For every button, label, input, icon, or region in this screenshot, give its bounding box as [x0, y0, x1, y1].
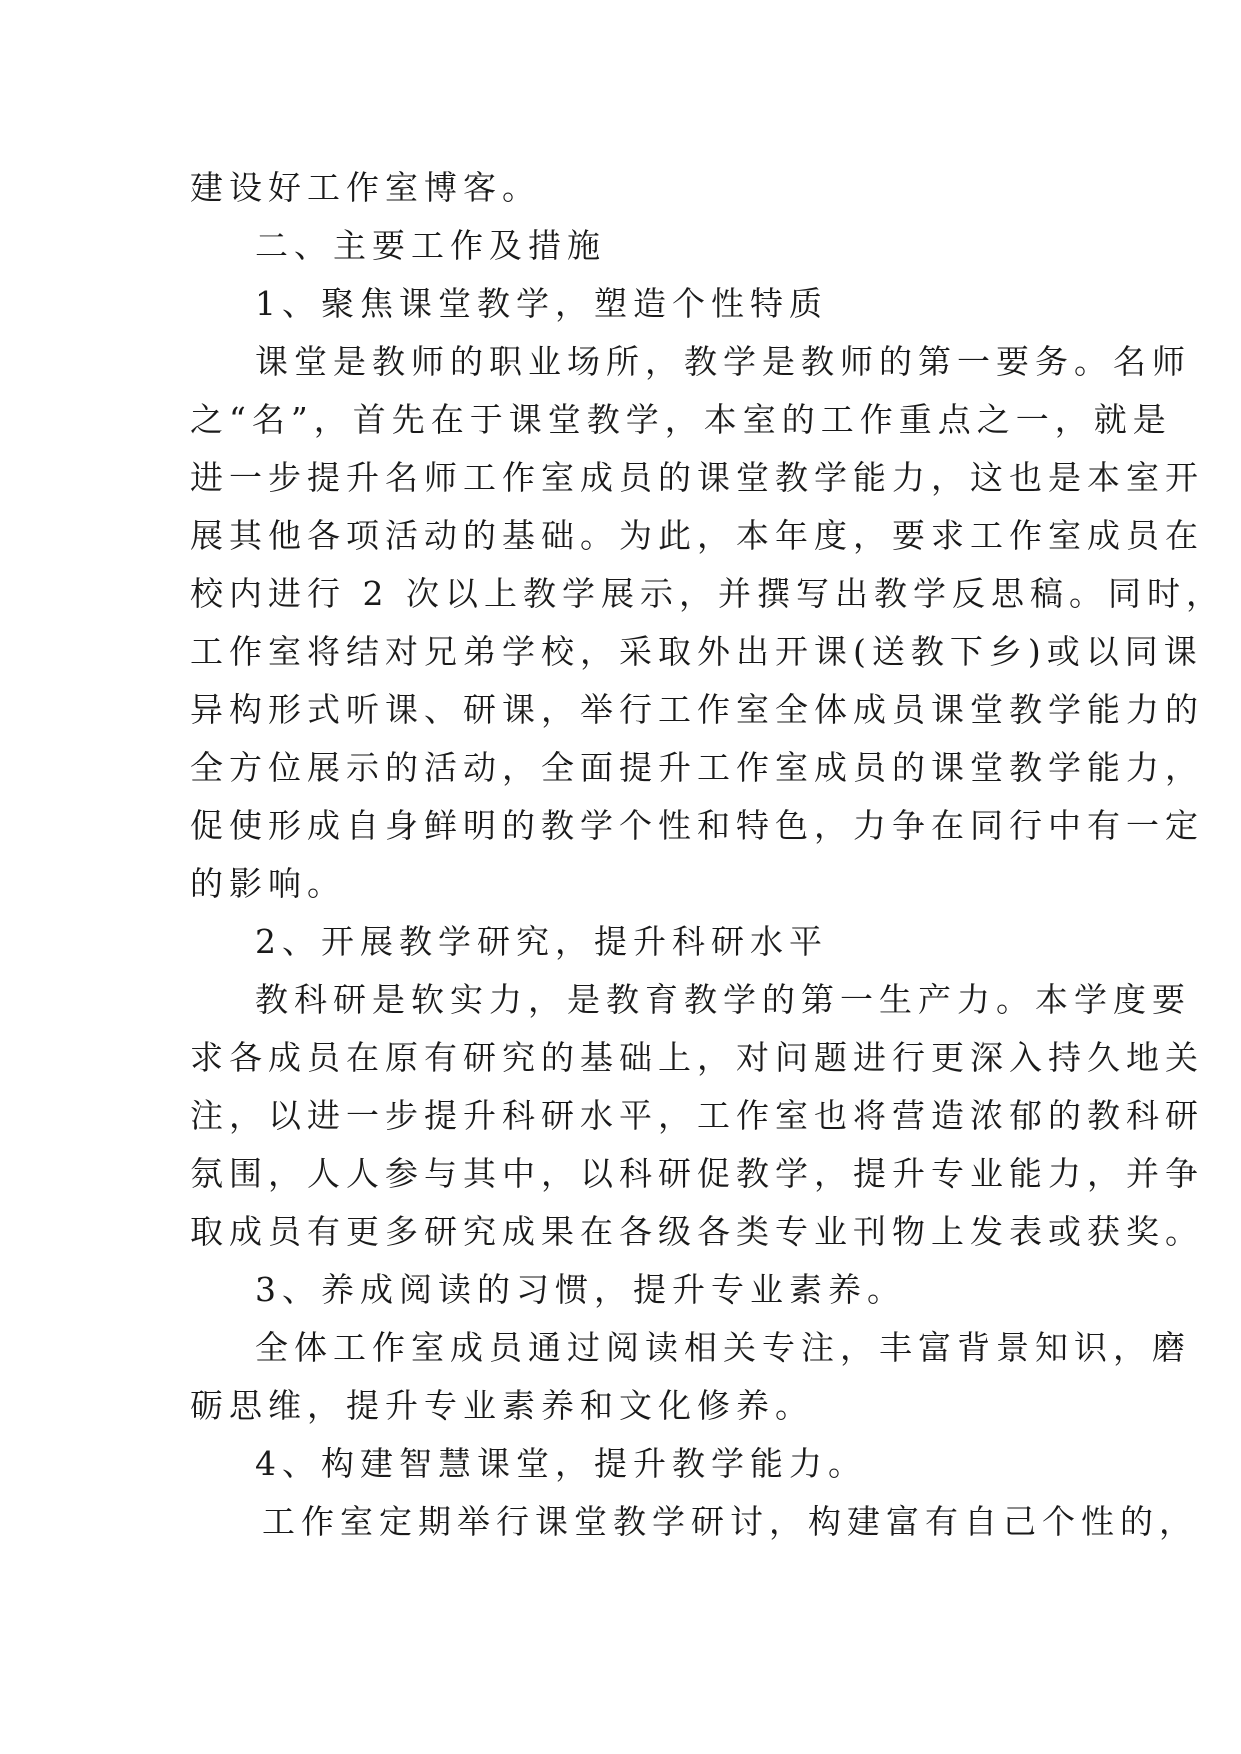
text-line: 进一步提升名师工作室成员的课堂教学能力，这也是本室开: [190, 458, 1204, 497]
text-line: 之“名”，首先在于课堂教学，本室的工作重点之一，就是: [190, 400, 1172, 439]
text-line: 的影响。: [190, 864, 346, 903]
text-line: 建设好工作室博客。: [190, 168, 541, 207]
text-line: 促使形成自身鲜明的教学个性和特色，力争在同行中有一定: [190, 806, 1204, 845]
text-line: 异构形式听课、研课，举行工作室全体成员课堂教学能力的: [190, 690, 1204, 729]
text-line: 全体工作室成员通过阅读相关专注，丰富背景知识，磨: [255, 1328, 1191, 1367]
text-line: 氛围，人人参与其中，以科研促教学，提升专业能力，并争: [190, 1154, 1204, 1193]
text-line: 砺思维，提升专业素养和文化修养。: [190, 1386, 814, 1425]
text-line: 全方位展示的活动，全面提升工作室成员的课堂教学能力，: [190, 748, 1204, 787]
text-line: 展其他各项活动的基础。为此，本年度，要求工作室成员在: [190, 516, 1204, 555]
text-line: 工作室定期举行课堂教学研讨，构建富有自己个性的，: [262, 1502, 1198, 1541]
text-line: 工作室将结对兄弟学校，采取外出开课(送教下乡)或以同课: [190, 632, 1203, 671]
section-heading: 二、主要工作及措施: [255, 226, 606, 265]
text-line: 注，以进一步提升科研水平，工作室也将营造浓郁的教科研: [190, 1096, 1204, 1135]
text-line: 教科研是软实力，是教育教学的第一生产力。本学度要: [255, 980, 1191, 1019]
subsection-heading: 4、构建智慧课堂，提升教学能力。: [255, 1444, 867, 1483]
text-line: 求各成员在原有研究的基础上，对问题进行更深入持久地关: [190, 1038, 1204, 1077]
text-line: 校内进行 2 次以上教学展示，并撰写出教学反思稿。同时，: [190, 574, 1225, 613]
text-line: 取成员有更多研究成果在各级各类专业刊物上发表或获奖。: [190, 1212, 1204, 1251]
subsection-heading: 2、开展教学研究，提升科研水平: [255, 922, 828, 961]
text-line: 课堂是教师的职业场所，教学是教师的第一要务。名师: [255, 342, 1191, 381]
subsection-heading: 1、聚焦课堂教学，塑造个性特质: [255, 284, 828, 323]
subsection-heading: 3、养成阅读的习惯，提升专业素养。: [255, 1270, 906, 1309]
